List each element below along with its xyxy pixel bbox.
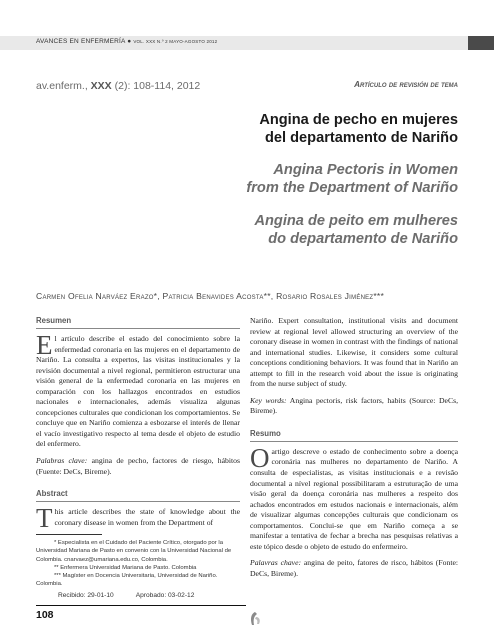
pages: (2): 108-114, 2012: [114, 80, 201, 92]
abstract-keywords-label: Key words:: [250, 395, 287, 405]
journal-abbrev: av.enferm.,: [36, 80, 88, 92]
running-head: AVANCES EN ENFERMERÍA ● VOL. XXX N.º 2 MAYO-AGOSTO 2012: [36, 38, 218, 45]
footnote-2: ** Enfermera Universidad Mariana de Pasto. Colombia: [54, 564, 197, 571]
approved-date: Aprobado: 03-02-12: [135, 592, 195, 600]
footnote-3: *** Magíster en Docencia Universitaria, Universidad de Nariño. Colombia.: [36, 573, 218, 588]
issue-info: VOL. XXX N.º 2 MAYO-AGOSTO 2012: [133, 39, 218, 44]
right-column: [250, 316, 458, 579]
title-english-line-2: from the Department of Nariño: [246, 180, 458, 196]
title-portuguese: [254, 212, 458, 248]
received-date: Recibido: 29-01-10: [58, 592, 114, 600]
title-spanish-line-1: Angina de pecho en mujeres: [259, 112, 458, 128]
resumen-keywords: [36, 456, 240, 477]
resumo-text: artigo descreve o estado de conhecimento sobre a doença coronária nas mulheres no departamento de Nariño. A consulta de especialistas, as visitas institucionais e a revisão documental a nível regional possibilitaram a estruturação de uma visão geral da doença coronária nas mulheres a respeito dos achados encontrados em estudos nacionais e internacionais, além de visualizar algumas concepções culturais que condicionam os comportamentos. Conclui-se que em Nariño começa a se manifestar a tentativa de fechar a brecha nas pesquisas relativas a este tópico desde o objeto de estudo do enfermeiro.: [250, 446, 458, 551]
footnotes: [36, 539, 240, 588]
article-dates: [36, 592, 240, 599]
footnote-divider: [36, 534, 102, 535]
resumo-keywords-text: angina de peito, fatores de risco, hábitos (Fonte: DeCs, Bireme).: [250, 558, 459, 578]
journal-name: AVANCES EN ENFERMERÍA: [36, 38, 126, 45]
resumen-heading: Resumen: [36, 316, 240, 329]
abstract-keywords-text: Angina pectoris, risk factors, habits (Source: DeCs, Bireme).: [250, 395, 459, 416]
resumen-text: l artículo describe el estado del conocimiento sobre la enfermedad coronaria en las mujeres en el departamento de Nariño. La consulta a expertos, las visitas institucionales y la revisión documental a nivel regional, permitieron estructurar una visión general de la enfermedad coronaria en las mujeres en comparación con los hallazgos encontrados en estudios nacionales e internacionales, además visualiza algunas concepciones culturales que condicionan los comportamientos. Se concluye que en Nariño comienza a esbozarse el interés de llenar el vacío investigativo respecto al tema desde el objeto de estudio del enfermero.: [36, 334, 240, 449]
resumen-keywords-text: angina de pecho, factores de riesgo, hábitos (Fuente: DeCs, Bireme).: [36, 456, 240, 476]
abstract-dropcap: T: [36, 503, 53, 534]
authors: Carmen Ofelia Narváez Erazo*, Patricia Benavides Acosta**, Rosario Rosales Jiménez***: [36, 291, 385, 301]
abstract-heading: Abstract: [36, 489, 240, 502]
resumen-keywords-label: Palabras clave:: [36, 456, 88, 466]
title-english-line-1: Angina Pectoris in Women: [273, 162, 458, 178]
page-number: 108: [36, 605, 246, 621]
citation: [36, 80, 200, 92]
resumen-body: [36, 330, 240, 450]
title-spanish: [259, 111, 458, 147]
volume: XXX: [90, 80, 112, 92]
resumo-heading: Resumo: [250, 429, 458, 442]
title-spanish-line-2: del departamento de Nariño: [265, 130, 458, 146]
abstract-text-start: his article describes the state of knowledge about the coronary disease in women from the Department of: [54, 507, 240, 527]
footnote-1: * Especialista en el Cuidado del Paciente Crítico, otorgado por la Universidad Mariana de Pasto en convenio con la Universidad Nacional de Colombia. cnarvaez@umariana.edu.co, Colombia.: [36, 540, 232, 563]
resumo-keywords: [250, 558, 458, 579]
title-portuguese-line-2: do departamento de Nariño: [268, 231, 458, 247]
section-label: Artículo de revisión de tema: [354, 80, 458, 89]
resumen-dropcap: E: [36, 330, 53, 360]
header-corner-block: [468, 36, 494, 50]
resumo-keywords-label: Palavras chave:: [250, 558, 302, 568]
title-portuguese-line-1: Angina de peito em mulheres: [254, 213, 458, 229]
journal-logo-icon: [247, 611, 263, 627]
resumo-dropcap: O: [250, 442, 270, 473]
abstract-keywords: [250, 396, 458, 417]
abstract-body-continued: Nariño. Expert consultation, institutional visits and document review at regional level allowed structuring an overview of the coronary disease in women in contrast with the findings of national and international studies. Likewise, it considers some cultural conceptions conditioning behaviors. It was found that in Nariño an attempt to fill in the research void about the issue is originating from the nurse subject of study.: [250, 316, 458, 389]
abstract-body-start: [36, 503, 240, 534]
resumo-body: [250, 442, 458, 552]
title-english: [246, 161, 458, 197]
left-column: [36, 316, 240, 599]
